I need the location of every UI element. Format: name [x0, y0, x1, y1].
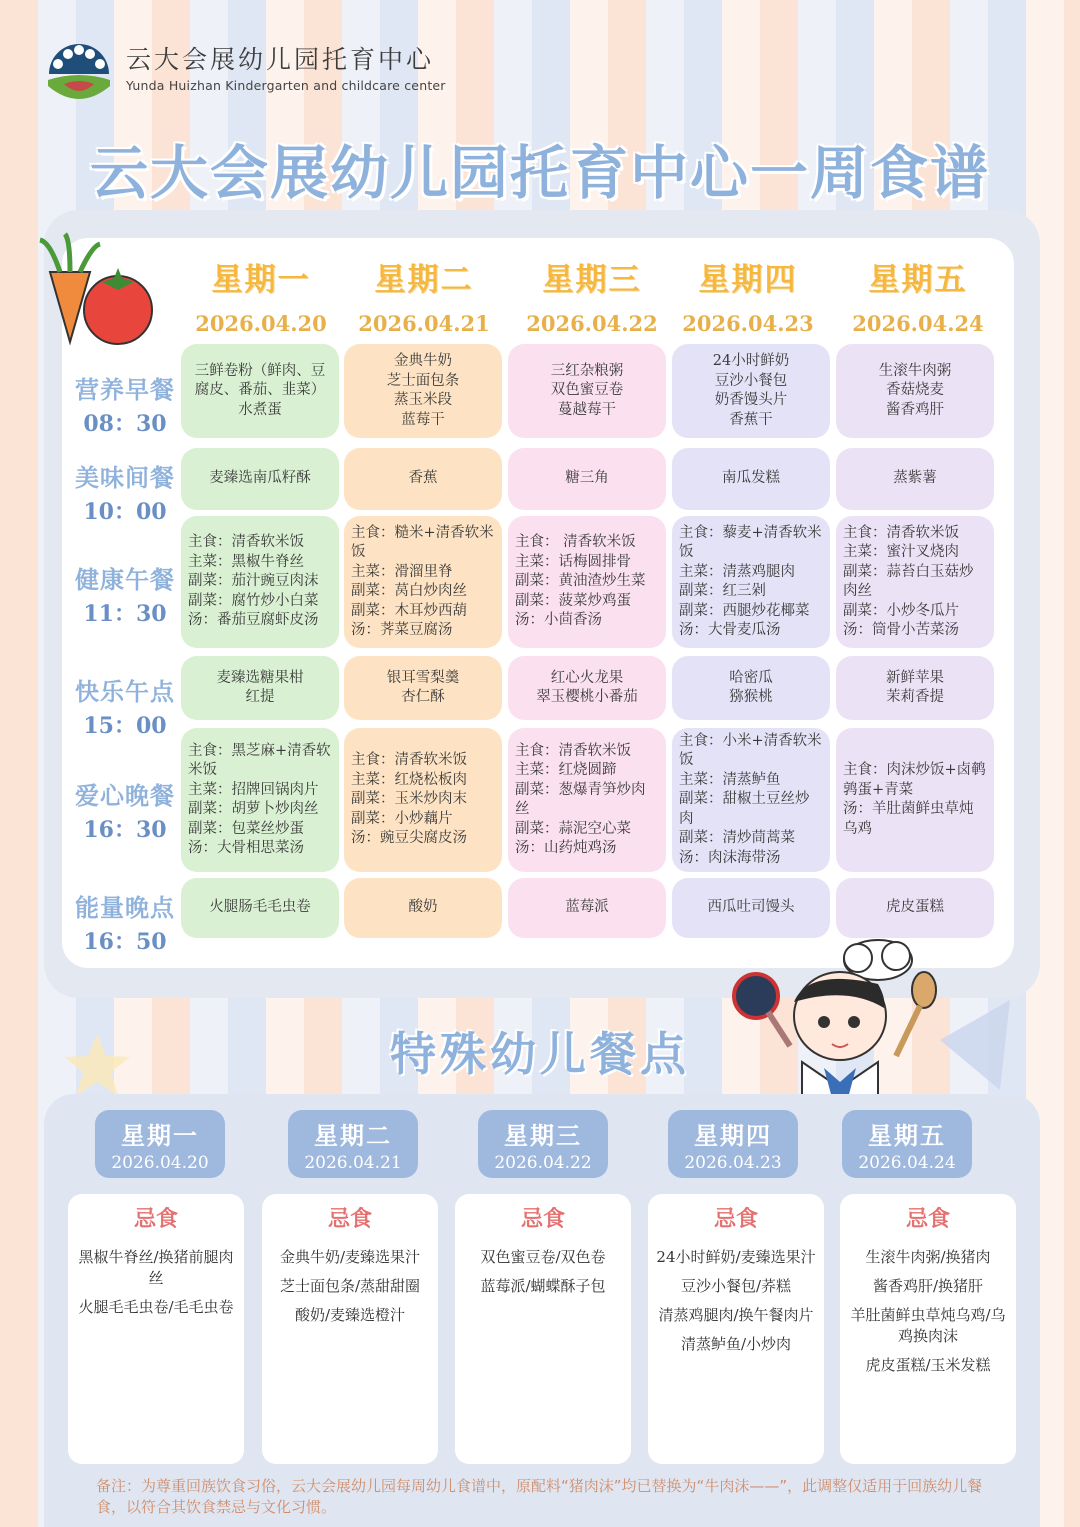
special-card-monday [68, 1194, 244, 1464]
meal-name: 爱心晚餐 [75, 782, 175, 810]
substitution-item: 羊肚菌鲜虫草炖乌鸡/乌鸡换肉沫 [850, 1306, 1006, 1345]
menu-item: 香蕉干 [729, 411, 773, 428]
substitution-item: 生滚牛肉粥/换猪肉 [865, 1248, 991, 1266]
day-header-friday [838, 254, 998, 336]
menu-item: 主菜：清蒸鸡腿肉 [679, 563, 795, 580]
day-header-tuesday [344, 254, 504, 336]
menu-item: 副菜：腐竹炒小白菜 [188, 592, 319, 609]
substitution-item: 清蒸鸡腿肉/换午餐肉片 [658, 1306, 814, 1324]
menu-item: 副菜：小炒冬瓜片 [843, 602, 959, 619]
avoid-label: 忌食 [713, 1207, 758, 1232]
menu-cell-wednesday [508, 516, 666, 648]
menu-item: 银耳雪梨羹 [386, 669, 460, 686]
logo [44, 30, 464, 110]
meal-time: 16：30 [83, 817, 167, 843]
special-day-name: 星期五 [868, 1122, 946, 1150]
special-day-header-friday [842, 1110, 972, 1178]
menu-item: 汤：羊肚菌鲜虫草炖乌鸡 [843, 801, 974, 837]
substitution-item: 豆沙小餐包/荞糕 [680, 1277, 792, 1295]
substitution-item: 24小时鲜奶/麦臻选果汁 [656, 1248, 816, 1266]
day-name: 星期五 [868, 262, 968, 298]
menu-item: 香菇烧麦 [886, 382, 944, 399]
special-day-header-tuesday [288, 1110, 418, 1178]
menu-item: 翠玉樱桃小番茄 [536, 689, 638, 705]
menu-cell-friday [836, 516, 994, 648]
day-name: 星期四 [698, 262, 798, 298]
day-date: 2026.04.23 [682, 311, 814, 336]
menu-item: 主菜：红烧圆蹄 [515, 762, 617, 778]
special-day-header-monday [95, 1110, 225, 1178]
menu-item: 汤：荠菜豆腐汤 [351, 622, 453, 638]
menu-item: 副菜：黄油渣炒生菜 [515, 573, 646, 590]
menu-cell-monday [181, 344, 339, 438]
day-name: 星期三 [542, 262, 642, 298]
menu-item: 火腿肠毛毛虫卷 [209, 899, 311, 916]
menu-item: 汤：小茴香汤 [515, 612, 602, 629]
meal-time: 15：00 [83, 713, 167, 739]
triangle-decoration-icon [940, 1000, 1010, 1090]
menu-item: 汤：豌豆尖腐皮汤 [351, 830, 467, 847]
avoid-label: 忌食 [327, 1207, 372, 1232]
menu-cell-wednesday [508, 344, 666, 438]
substitution-item: 虎皮蛋糕/玉米发糕 [865, 1356, 991, 1374]
menu-item: 24小时鲜奶 [712, 353, 790, 369]
menu-item: 茉莉香提 [886, 689, 944, 705]
meal-name: 美味间餐 [75, 464, 175, 492]
logo-icon [44, 34, 114, 106]
meal-label [68, 560, 182, 628]
meal-name: 营养早餐 [75, 376, 175, 404]
menu-item: 副菜：红三剁 [679, 583, 766, 599]
menu-item: 哈密瓜 [729, 669, 773, 686]
menu-item: 麦臻选南瓜籽酥 [209, 470, 311, 487]
special-day-date: 2026.04.22 [494, 1153, 592, 1173]
menu-item: 主食：小米+清香软米饭 [679, 732, 822, 769]
menu-item: 生滚牛肉粥 [878, 362, 952, 379]
menu-item: 主食：清香软米饭 [843, 524, 959, 541]
day-header-wednesday [512, 254, 672, 336]
menu-item: 三红杂粮粥 [550, 362, 624, 379]
menu-item: 主食：藜麦+清香软米饭 [679, 524, 822, 560]
menu-item: 蓝莓派 [565, 899, 609, 916]
menu-item: 汤：大骨麦瓜汤 [679, 622, 781, 638]
meal-time: 11：30 [83, 601, 167, 627]
special-day-date: 2026.04.23 [684, 1153, 782, 1173]
menu-item: 水煮蛋 [238, 401, 282, 418]
substitution-item: 清蒸鲈鱼/小炒肉 [680, 1335, 792, 1353]
avoid-label: 忌食 [133, 1207, 178, 1232]
menu-cell-thursday [672, 728, 830, 872]
menu-cell-tuesday [344, 656, 502, 720]
menu-cell-monday [181, 656, 339, 720]
menu-cell-tuesday [344, 878, 502, 938]
special-section-title: 特殊幼儿餐点 [390, 1027, 690, 1081]
substitution-item: 双色蜜豆卷/双色卷 [480, 1248, 606, 1266]
menu-item: 主食：清香软米饭 [188, 534, 304, 551]
menu-cell-friday [836, 448, 994, 510]
substitution-item: 芝士面包条/蒸甜甜圈 [279, 1277, 421, 1295]
page-title: 云大会展幼儿园托育中心一周食谱 [89, 139, 990, 207]
menu-cell-friday [836, 656, 994, 720]
special-day-name: 星期三 [504, 1122, 582, 1150]
menu-item: 副菜：菠菜炒鸡蛋 [515, 592, 631, 609]
meal-label [68, 888, 182, 956]
menu-cell-wednesday [508, 448, 666, 510]
special-card-thursday [648, 1194, 824, 1464]
menu-item: 西瓜吐司馒头 [707, 899, 795, 916]
special-day-date: 2026.04.20 [111, 1153, 209, 1173]
menu-item: 主菜：话梅圆排骨 [515, 553, 631, 570]
menu-item: 蒸紫薯 [893, 470, 937, 487]
menu-item: 副菜：茄汁豌豆肉沫 [188, 573, 319, 590]
menu-cell-monday [181, 448, 339, 510]
menu-item: 三鲜卷粉（鲜肉、豆腐皮、番茄、韭菜） [194, 362, 326, 399]
menu-item: 主菜：黑椒牛脊丝 [188, 553, 304, 570]
meal-name: 快乐午点 [75, 678, 175, 706]
menu-cell-thursday [672, 878, 830, 938]
menu-cell-wednesday [508, 656, 666, 720]
day-name: 星期二 [374, 262, 474, 298]
meal-label [68, 370, 182, 438]
menu-item: 金典牛奶 [394, 353, 452, 369]
menu-item: 副菜：西腿炒花椰菜 [679, 602, 810, 619]
chef-icon [728, 938, 958, 1098]
menu-item: 主食：黑芝麻+清香软米饭 [188, 742, 331, 778]
meal-label [68, 458, 182, 526]
menu-cell-thursday [672, 344, 830, 438]
menu-item: 汤：大骨相思菜汤 [188, 840, 304, 856]
day-date: 2026.04.22 [526, 311, 658, 336]
special-day-name: 星期二 [314, 1122, 392, 1150]
menu-item: 主食：清香软米饭 [515, 742, 631, 759]
menu-cell-tuesday [344, 448, 502, 510]
menu-item: 主食：糙米+清香软米饭 [351, 524, 494, 560]
menu-item: 副菜：胡萝卜炒肉丝 [188, 801, 319, 817]
menu-item: 主食：肉沫炒饭+卤鹌鹑蛋+青菜 [843, 762, 986, 798]
menu-item: 主菜：清蒸鲈鱼 [679, 771, 781, 788]
menu-item: 副菜：清炒茼蒿菜 [679, 830, 795, 847]
menu-cell-tuesday [344, 516, 502, 648]
meal-time: 08：30 [83, 411, 167, 437]
menu-item: 虎皮蛋糕 [886, 899, 944, 916]
menu-cell-monday [181, 878, 339, 938]
menu-cell-wednesday [508, 728, 666, 872]
menu-item: 蔓越莓干 [558, 401, 616, 418]
menu-item: 酸奶 [408, 899, 438, 916]
menu-item: 蓝莓干 [401, 411, 445, 428]
menu-item: 副菜：葱爆青笋炒肉丝 [515, 781, 646, 817]
menu-item: 新鲜苹果 [886, 669, 944, 686]
special-day-header-wednesday [478, 1110, 608, 1178]
menu-item: 主菜：滑溜里脊 [351, 563, 453, 580]
menu-item: 双色蜜豆卷 [550, 382, 624, 399]
menu-item: 副菜：甜椒土豆丝炒肉 [679, 791, 810, 827]
vegetables-icon [30, 232, 160, 352]
menu-cell-tuesday [344, 344, 502, 438]
menu-item: 豆沙小餐包 [714, 372, 788, 389]
day-header-thursday [668, 254, 828, 336]
menu-cell-friday [836, 728, 994, 872]
menu-cell-monday [181, 516, 339, 648]
menu-item: 主食：清香软米饭 [351, 752, 467, 769]
menu-item: 糖三角 [565, 470, 609, 487]
menu-item: 副菜：蒜泥空心菜 [515, 820, 631, 837]
menu-cell-friday [836, 878, 994, 938]
meal-label [68, 672, 182, 740]
menu-item: 芝士面包条 [386, 372, 460, 389]
menu-item: 麦臻选糖果柑 [216, 669, 304, 686]
substitution-item: 蓝莓派/蝴蝶酥子包 [480, 1277, 606, 1295]
menu-item: 奶香馒头片 [714, 392, 788, 408]
menu-cell-monday [181, 728, 339, 872]
day-date: 2026.04.21 [358, 311, 490, 336]
special-card-wednesday [455, 1194, 631, 1464]
menu-item: 主菜：蜜汁叉烧肉 [843, 544, 959, 560]
menu-item: 副菜：包菜丝炒蛋 [188, 820, 304, 837]
special-day-name: 星期四 [694, 1122, 772, 1150]
menu-item: 主菜：红烧松板肉 [351, 771, 467, 788]
day-name: 星期一 [211, 262, 311, 298]
menu-item: 汤：筒骨小苦菜汤 [843, 622, 959, 638]
day-date: 2026.04.20 [195, 311, 327, 336]
menu-item: 副菜：木耳炒西葫 [351, 602, 467, 619]
meal-name: 能量晚点 [75, 894, 175, 922]
meal-time: 10：00 [83, 499, 167, 525]
menu-item: 汤：番茄豆腐虾皮汤 [188, 612, 319, 629]
substitution-item: 黑椒牛脊丝/换猪前腿肉丝 [78, 1248, 234, 1287]
menu-item: 汤：肉沫海带汤 [679, 849, 781, 866]
menu-item: 主食： 清香软米饭 [515, 534, 636, 551]
special-day-date: 2026.04.24 [858, 1153, 956, 1173]
special-card-friday [840, 1194, 1016, 1464]
avoid-label: 忌食 [905, 1207, 950, 1232]
menu-item: 副菜：小炒藕片 [351, 810, 453, 827]
menu-item: 红提 [245, 689, 275, 705]
menu-item: 南瓜发糕 [722, 470, 780, 487]
special-day-name: 星期一 [121, 1122, 199, 1150]
logo-chinese-name: 云大会展幼儿园托育中心 [126, 45, 435, 74]
menu-item: 香蕉 [408, 470, 438, 487]
menu-item: 猕猴桃 [729, 689, 773, 705]
menu-item: 红心火龙果 [550, 669, 624, 686]
meal-name: 健康午餐 [75, 566, 175, 594]
special-day-date: 2026.04.21 [304, 1153, 402, 1173]
menu-cell-thursday [672, 516, 830, 648]
menu-cell-friday [836, 344, 994, 438]
menu-cell-tuesday [344, 728, 502, 872]
menu-item: 酱香鸡肝 [886, 401, 944, 418]
meal-time: 16：50 [83, 929, 167, 955]
menu-item: 副菜：玉米炒肉末 [351, 791, 467, 808]
menu-cell-thursday [672, 656, 830, 720]
menu-cell-wednesday [508, 878, 666, 938]
substitution-item: 火腿毛毛虫卷/毛毛虫卷 [78, 1298, 234, 1316]
day-date: 2026.04.24 [852, 311, 984, 336]
menu-item: 蒸玉米段 [394, 392, 452, 408]
avoid-label: 忌食 [520, 1207, 565, 1232]
menu-item: 副菜：蒜苔白玉菇炒肉丝 [843, 563, 974, 599]
day-header-monday [181, 254, 341, 336]
menu-item: 杏仁酥 [401, 689, 445, 705]
menu-item: 汤：山药炖鸡汤 [515, 840, 617, 856]
menu-item: 主菜：招牌回锅肉片 [188, 781, 319, 798]
menu-item: 副菜：莴白炒肉丝 [351, 583, 467, 599]
menu-cell-thursday [672, 448, 830, 510]
substitution-item: 金典牛奶/麦臻选果汁 [279, 1248, 421, 1266]
meal-label [68, 776, 182, 844]
footnote: 备注：为尊重回族饮食习俗，云大会展幼儿园每周幼儿食谱中，原配料“猪肉沫”均已替换为“牛肉沫——”，此调整仅适用于回族幼儿餐食，以符合其饮食禁忌与文化习惯。 [96, 1477, 983, 1516]
substitution-item: 酸奶/麦臻选橙汁 [294, 1306, 406, 1324]
special-card-tuesday [262, 1194, 438, 1464]
special-day-header-thursday [668, 1110, 798, 1178]
logo-english-name: Yunda Huizhan Kindergarten and childcare center [126, 78, 446, 93]
substitution-item: 酱香鸡肝/换猪肝 [872, 1277, 984, 1295]
